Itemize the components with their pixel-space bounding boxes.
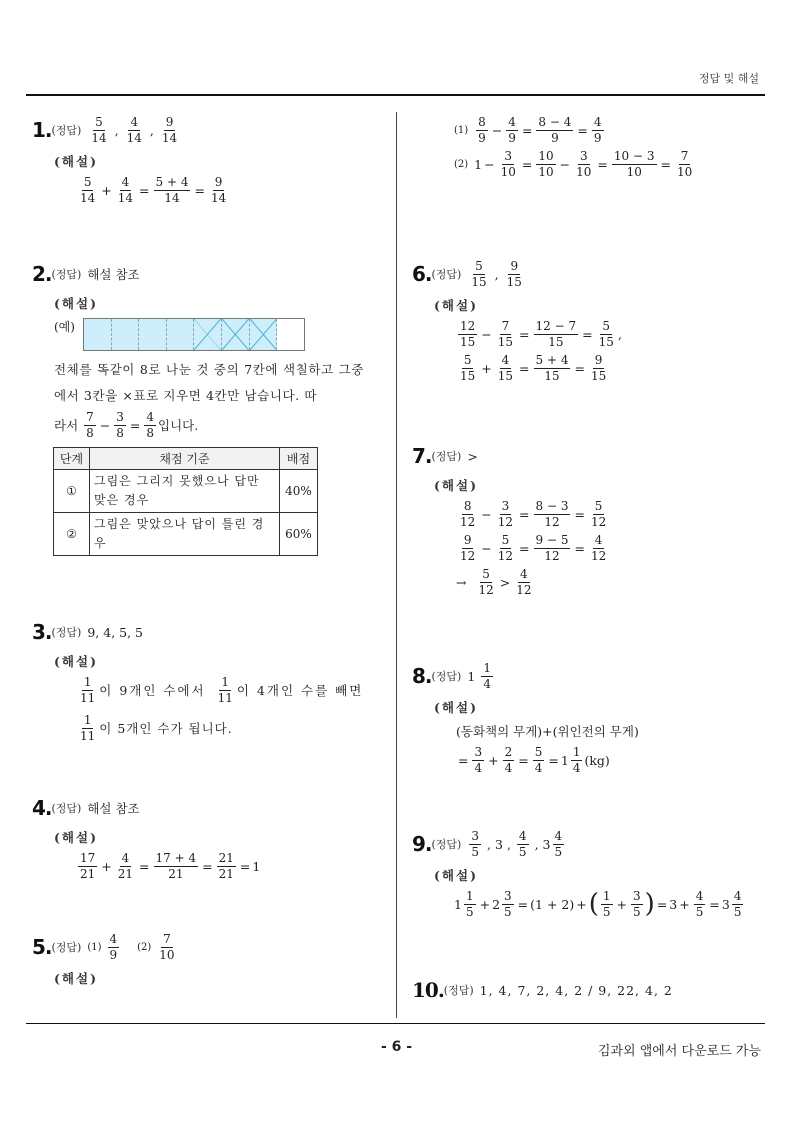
bar-cell-shaded bbox=[139, 319, 167, 350]
explanation-line: (동화책의 무게)+(위인전의 무게) bbox=[456, 724, 639, 740]
page-number: - 6 - bbox=[380, 1039, 413, 1055]
question-5 bbox=[32, 933, 179, 993]
explanation-label: (해설) bbox=[434, 868, 478, 884]
question-number: 6. bbox=[412, 262, 432, 287]
answer-value: 해설 참조 bbox=[87, 801, 140, 816]
answer-label: (정답) bbox=[51, 941, 82, 955]
answer-label: (정답) bbox=[431, 838, 462, 852]
question-9 bbox=[412, 830, 745, 918]
explanation-text: 전체를 똑같이 8로 나눈 것 중의 7칸에 색칠하고 그중에서 3칸을 ×표로 지우면 4칸만 남습니다. 따 bbox=[54, 362, 364, 403]
fraction-bar-diagram bbox=[54, 318, 364, 351]
answer-label: (정답) bbox=[51, 802, 82, 815]
answer-label: (정답) bbox=[431, 670, 462, 684]
answer-value: $\frac{5}{15}$ , $\frac{9}{15}$ bbox=[471, 259, 522, 289]
bottom-rule bbox=[26, 1023, 765, 1024]
footer-note: 김과외 앱에서 다운로드 가능 bbox=[597, 1044, 761, 1059]
question-number: 9. bbox=[412, 832, 432, 857]
answer-value: $\frac{5}{14}$ , $\frac{4}{14}$ , $\frac{9}{14}$ bbox=[91, 115, 178, 145]
question-8 bbox=[412, 662, 639, 774]
explanation-label: (해설) bbox=[434, 298, 478, 314]
explanation-line: $\frac{1}{11}$ 이 9개인 수에서 $\frac{1}{11}$ 이 4개인 수를 빼면 bbox=[80, 675, 364, 705]
equation: $\frac{17}{21}$ + $\frac{4}{21}$ = $\frac{17 + 4}{21}$ = $\frac{21}{21}$ = 1 bbox=[80, 851, 261, 881]
answer-value: $\frac{3}{5}$ , 3 , $\frac{4}{5}$ , 3 $\frac{4}{5}$ bbox=[471, 829, 563, 859]
table-row: ② 그림은 맞았으나 답이 틀린 경우 60% bbox=[54, 513, 318, 556]
scoring-table: 단계 채점 기준 배점 ① 그림은 그리지 못했으나 답만 맞은 경우 40% ② 그림은 맞았으나 답이 틀린 경우 60% bbox=[53, 447, 318, 556]
equation: $\frac{5}{15}$ + $\frac{4}{15}$ = $\frac{5 + 4}{15}$ = $\frac{9}{15}$ bbox=[460, 353, 607, 383]
question-number: 2. bbox=[32, 262, 52, 286]
equation: $\frac{5}{14}$ + $\frac{4}{14}$ = $\frac{5 + 4}{14}$ = $\frac{9}{14}$ bbox=[80, 175, 227, 205]
explanation-label: (해설) bbox=[54, 296, 98, 311]
answer-value: 1, 4, 7, 2, 4, 2 / 9, 22, 4, 2 bbox=[479, 982, 673, 998]
header-title: 정답 및 해설 bbox=[698, 72, 759, 85]
question-number: 5. bbox=[32, 935, 52, 960]
question-2 bbox=[32, 262, 364, 556]
question-number: 10. bbox=[412, 978, 444, 1002]
explanation-line: $\frac{1}{11}$ 이 5개인 수가 됩니다. bbox=[80, 713, 233, 743]
answer-value: 1 $\frac{1}{4}$ bbox=[467, 661, 491, 691]
equation: $\frac{12}{15}$ − $\frac{7}{15}$ = $\frac{12 - 7}{15}$ = $\frac{5}{15}$ , bbox=[460, 319, 622, 349]
explanation-label: (해설) bbox=[54, 154, 98, 170]
explanation-label: (해설) bbox=[434, 700, 478, 716]
bar-cell-shaded bbox=[167, 319, 195, 350]
answer-value: (1) $\frac{4}{9}$ (2) $\frac{7}{10}$ bbox=[87, 932, 175, 962]
question-10 bbox=[412, 978, 673, 1002]
top-rule bbox=[26, 94, 765, 96]
question-6 bbox=[412, 260, 622, 383]
arrow-icon: → bbox=[456, 574, 467, 590]
answer-label: (정답) bbox=[443, 984, 474, 997]
answer-value: > bbox=[467, 448, 478, 464]
equation: 1 $\frac{1}{5}$ + 2 $\frac{3}{5}$ = (1 + 2) + ( $\frac{1}{5}$ + $\frac{3}{5}$ ) = 3 + $\frac{4}{5}$ = 3 $\frac{4}{5}$ bbox=[454, 889, 742, 920]
answer-label: (정답) bbox=[51, 626, 82, 639]
bar-cell-crossed bbox=[250, 319, 278, 350]
bar-cell-empty bbox=[277, 319, 304, 350]
explanation-label: (해설) bbox=[434, 478, 478, 493]
question-number: 8. bbox=[412, 664, 432, 689]
question-number: 1. bbox=[32, 118, 52, 143]
answer-label: (정답) bbox=[431, 450, 462, 463]
answer-label: (정답) bbox=[431, 268, 462, 282]
question-4 bbox=[32, 796, 260, 880]
bar-cell-crossed bbox=[222, 319, 250, 350]
question-number: 4. bbox=[32, 796, 52, 820]
example-label: (예) bbox=[54, 320, 75, 334]
question-number: 7. bbox=[412, 444, 432, 468]
question-3 bbox=[32, 620, 363, 742]
equation: = $\frac{3}{4}$ + $\frac{2}{4}$ = $\frac{5}{4}$ = 1 $\frac{1}{4}$ (kg) bbox=[458, 745, 610, 775]
answer-label: (정답) bbox=[51, 268, 82, 281]
explanation-label: (해설) bbox=[54, 830, 98, 845]
question-number: 3. bbox=[32, 620, 52, 644]
fraction-bar bbox=[83, 318, 305, 351]
equation: $\frac{8}{12}$ − $\frac{3}{12}$ = $\frac{8 - 3}{12}$ = $\frac{5}{12}$ bbox=[460, 499, 607, 529]
equation: (2) 1 − $\frac{3}{10}$ = $\frac{10}{10}$ − $\frac{3}{10}$ = $\frac{10 - 3}{10}$ = $\frac{7}{10}$ bbox=[454, 149, 693, 179]
question-7 bbox=[412, 444, 610, 597]
answer-value: 해설 참조 bbox=[87, 267, 140, 282]
comparison: → $\frac{5}{12}$ > $\frac{4}{12}$ bbox=[456, 567, 532, 597]
answer-label: (정답) bbox=[51, 124, 82, 138]
equation: $\frac{9}{12}$ − $\frac{5}{12}$ = $\frac{9 - 5}{12}$ = $\frac{4}{12}$ bbox=[460, 533, 607, 563]
question-5-continued bbox=[410, 116, 696, 178]
equation: (1) $\frac{8}{9}$ − $\frac{4}{9}$ = $\frac{8 - 4}{9}$ = $\frac{4}{9}$ bbox=[454, 115, 602, 145]
table-row: ① 그림은 그리지 못했으나 답만 맞은 경우 40% bbox=[54, 470, 318, 513]
answer-value: 9, 4, 5, 5 bbox=[87, 624, 144, 640]
bar-cell-shaded bbox=[84, 319, 112, 350]
bar-cell-shaded bbox=[112, 319, 140, 350]
explanation-label: (해설) bbox=[54, 654, 98, 669]
bar-cell-crossed bbox=[194, 319, 222, 350]
explanation-label: (해설) bbox=[54, 971, 98, 987]
equation: 라서 $\frac{7}{8}$ − $\frac{3}{8}$ = $\frac{4}{8}$ 입니다. bbox=[54, 410, 199, 440]
column-divider bbox=[396, 112, 397, 1018]
question-1 bbox=[32, 116, 230, 204]
